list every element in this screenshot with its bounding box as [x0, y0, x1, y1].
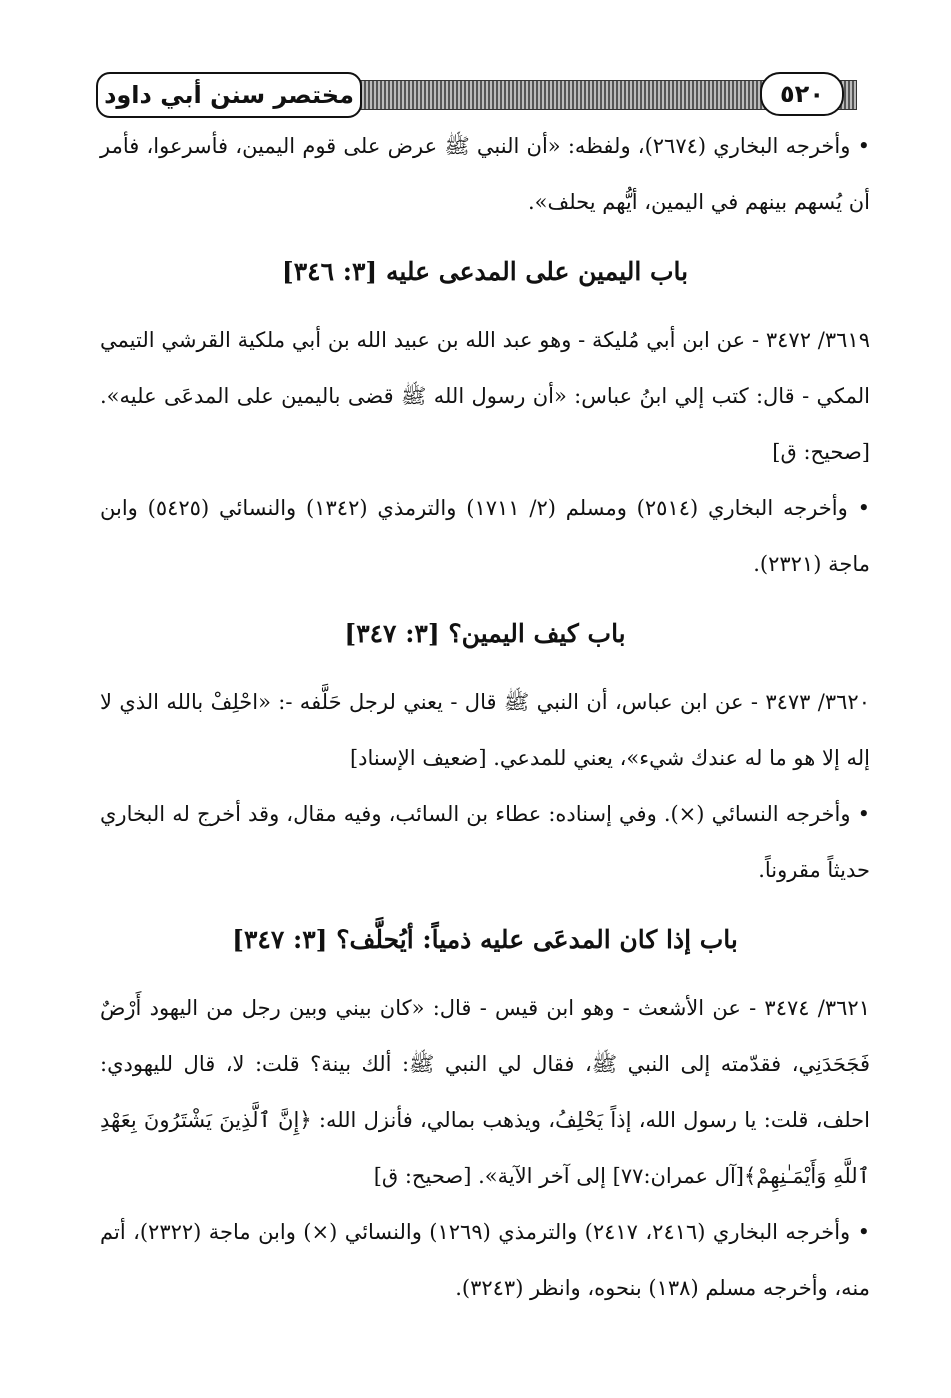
- chapter-heading: باب إذا كان المدعَى عليه ذمياً: أيُحلَّف؟ [٣: ٣٤٧]: [232, 925, 738, 954]
- takhrij-note: • وأخرجه النسائي (×). وفي إسناده: عطاء بن السائب، وفيه مقال، وقد أخرج له البخاري حديثاً مقروناً.: [100, 786, 870, 898]
- takhrij-note: • وأخرجه البخاري (٢٥١٤) ومسلم (٢/ ١٧١١) والترمذي (١٣٤٢) والنسائي (٥٤٢٥) وابن ماجة (٢٣٢١).: [100, 480, 870, 592]
- book-title: مختصر سنن أبي داود: [96, 72, 362, 118]
- hadith-text: ٣٦٢١/ ٣٤٧٤ - عن الأشعث - وهو ابن قيس - قال: «كان بيني وبين رجل من اليهود أَرْضٌ فَجَحَدَنِي، فقدّمته إلى النبي ﷺ، فقال لي النبي ﷺ: ألك بينة؟ قلت: لا، قال لليهودي: احلف، قلت: يا رسول الله، إذاً يَحْلِفُ، ويذهب بمالي، فأنزل الله: ﴿إِنَّ ٱلَّذِينَ يَشْتَرُونَ بِعَهْدِ ٱللَّهِ وَأَيْمَـٰنِهِمْ﴾[آل عمران:٧٧] إلى آخر الآية». [صحيح: ق]: [100, 996, 870, 1188]
- page-number: ٥٢٠: [760, 72, 844, 116]
- hadith-text: ٣٦١٩/ ٣٤٧٢ - عن ابن أبي مُليكة - وهو عبد الله بن عبيد الله بن أبي ملكية القرشي التيمي المكي - قال: كتب إلي ابنُ عباس: «أن رسول الله ﷺ قضى باليمين على المدعَى عليه». [صحيح: ق]: [100, 328, 870, 464]
- takhrij-note: • وأخرجه البخاري (٢٤١٦، ٢٤١٧) والترمذي (١٢٦٩) والنسائي (×) وابن ماجة (٢٣٢٢)، أتم منه، وأخرجه مسلم (١٣٨) بنحوه، وانظر (٣٢٤٣).: [100, 1204, 870, 1316]
- hadith-text: ٣٦٢٠/ ٣٤٧٣ - عن ابن عباس، أن النبي ﷺ قال - يعني لرجل حَلَّفه -: «احْلِفْ بالله الذي لا إله إلا هو ما له عندك شيء»، يعني للمدعي. [ضعيف الإسناد]: [100, 690, 870, 770]
- chapter-heading: باب اليمين على المدعى عليه [٣: ٣٤٦]: [281, 257, 689, 286]
- takhrij-note: • وأخرجه البخاري (٢٦٧٤)، ولفظه: «أن النبي ﷺ عرض على قوم اليمين، فأسرعوا، فأمر أن يُسهم بينهم في اليمين، أيُّهم يحلف».: [100, 118, 870, 230]
- page-body: [100, 118, 870, 1316]
- chapter-heading: باب كيف اليمين؟ [٣: ٣٤٧]: [344, 619, 626, 648]
